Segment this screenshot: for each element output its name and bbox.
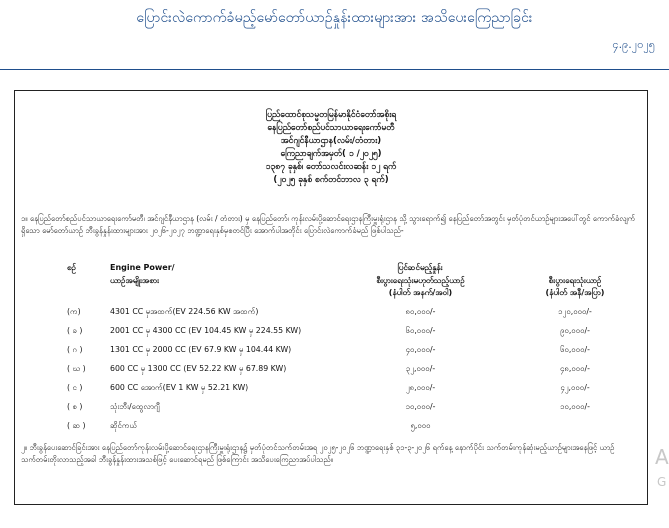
- col-header-rate: ပြင်ဆင်မည့်နှုန်း: [397, 263, 443, 272]
- col-header-commercial: စီးပွားရေးသုံးယာဉ်: [548, 276, 602, 285]
- row-engine: 2001 CC မှ 4300 CC (EV 104.45 KW မှ 224.55 KW): [110, 326, 302, 335]
- row-private-rate: ၈၀,၀၀၀/-: [405, 307, 436, 316]
- col-header-commercial-plate: (နံပါတ် အနီ/အပြာ): [545, 288, 605, 297]
- col-header-no: စဉ်: [67, 263, 76, 272]
- row-private-rate: ၅,၀၀၀: [410, 421, 431, 430]
- header-line: နေပြည်တော်စည်ပင်သာယာရေးကော်မတီ: [267, 123, 395, 133]
- row-engine: သုံးဘီး/ထွေလာဂျီ: [110, 402, 160, 411]
- header-line: အင်ဂျင်နီယာဌာန(လမ်း/တံတား): [280, 136, 382, 146]
- col-header-engine: Engine Power/: [110, 263, 175, 272]
- paragraph-1: ၁။ နေပြည်တော်စည်ပင်သာယာရေးကော်မတီ၊ အင်ဂျင်နီယာဌာန (လမ်း / တံတား) မှ နေပြည်တော်၊ ကုန်းလမ်းပို့ဆောင်ရေးဌာနကြီးမှူးရုံးဌာန သို့ သွားရောက်၍ နေပြည်တော်အတွင်း မှတ်ပုံတင်ယာဉ်များအပေါ်တွင် ကောက်ခံလျက်ရှိသော မော်တော်ယာဉ် ဘီးခွန်နှုန်းထားများအား ၂၀၂၆-၂၀၂၇ ဘဏ္ဍာရေးနှစ်မှစတင်ပြီး အောက်ပါအတိုင်း ပြောင်းလဲကောက်ခံမည် ဖြစ်ပါသည်-: [21, 214, 636, 235]
- row-no: (က): [67, 307, 81, 316]
- row-private-rate: ၆၀,၀၀၀/-: [405, 326, 436, 335]
- row-private-rate: ၂၈,၀၀၀/-: [405, 383, 436, 392]
- watermark-letter: A: [655, 445, 669, 469]
- row-no: ( ခ ): [67, 326, 83, 335]
- paragraph-2: ၂။ ဘီးခွန်ပေးဆောင်ခြင်းအား နေပြည်တော်ကုန်းလမ်းပို့ဆောင်ရေးဌာနကြီးမှူးရုံးဌာန၌ မှတ်ပုံတင်သက်တမ်းအရ ၂၀၂၅-၂၀၂၆ ဘဏ္ဍာရေးနှစ် ၃၁-၃-၂၀၂၆ ရက်နေ့ နောက်ပိုင်း သက်တမ်းကုန်ဆုံးမည့်ယာဉ်များအနေဖြင့် ယာဉ်သက်တမ်းတိုးလာသည့်အခါ ဘီးခွန်နှုန်းထားအသစ်ဖြင့် ပေးဆောင်ရမည် ဖြစ်ကြောင်း အသိပေးကြေညာအပ်ပါသည်။: [21, 443, 615, 464]
- row-commercial-rate: ၁၂၀,၀၀၀/-: [558, 307, 592, 316]
- row-no: ( ဃ ): [67, 364, 86, 373]
- col-header-private-plate: (နံပါတ် အနက်/အဝါ): [388, 288, 453, 297]
- header-line: ပြည်ထောင်စုသမ္မတမြန်မာနိုင်ငံတော်အစိုးရ: [265, 110, 397, 120]
- header-line: ကြေညာချက်အမှတ်( ၁ /၂၀၂၅): [280, 149, 382, 159]
- col-header-engine-type: ယာဉ်အမျိုးအစား: [110, 276, 160, 285]
- row-commercial-rate: ၄၂,၀၀၀/-: [560, 383, 590, 392]
- row-no: ( ဂ ): [67, 345, 83, 354]
- row-no: ( စ ): [67, 402, 83, 411]
- row-no: ( ဆ ): [67, 421, 86, 430]
- row-commercial-rate: ၆၀,၀၀၀/-: [560, 345, 590, 354]
- announcement-document: [14, 90, 648, 505]
- row-commercial-rate: ၄၈,၀၀၀/-: [560, 364, 590, 373]
- row-engine: 600 CC အောက်(EV 1 KW မှ 52.21 KW): [110, 383, 249, 392]
- watermark-letter: G: [657, 475, 667, 489]
- row-engine: 1301 CC မှ 2000 CC (EV 67.9 KW မှ 104.44 KW): [110, 345, 292, 354]
- header-line: ၁၃၈၇ ခုနှစ်၊ တော်သလင်းလဆန်း ၁၂ ရက်: [265, 162, 397, 172]
- document-header: [15, 109, 647, 187]
- header-line: (၂၀၂၅ ခုနှစ် စက်တင်ဘာလ ၃ ရက်): [273, 175, 389, 185]
- divider: [0, 69, 669, 70]
- row-commercial-rate: ၉၀,၀၀၀/-: [560, 326, 590, 335]
- row-private-rate: ၁၀,၀၀၀/-: [405, 402, 436, 411]
- page-title: ပြောင်းလဲကောက်ခံမည့်မော်တော်ယာဉ်နှုန်းထားများအား အသိပေးကြေညာခြင်း: [136, 10, 533, 26]
- row-engine: 600 CC မှ 1300 CC (EV 52.22 KW မှ 67.89 KW): [110, 364, 287, 373]
- row-engine: ဆိုင်ကယ်: [110, 421, 138, 430]
- row-commercial-rate: ၁၀,၀၀၀/-: [560, 402, 590, 411]
- row-engine: 4301 CC မှအထက်(EV 224.56 KW အထက်): [110, 307, 259, 316]
- row-private-rate: ၃၂,၀၀၀/-: [405, 364, 436, 373]
- col-header-private: စီးပွားရေးသုံးမဟုတ်သည့်ယာဉ်: [376, 276, 465, 285]
- row-no: ( င ): [67, 383, 83, 392]
- page-date: ၄.၉.၂၀၂၅: [612, 38, 655, 51]
- row-private-rate: ၄၀,၀၀၀/-: [405, 345, 436, 354]
